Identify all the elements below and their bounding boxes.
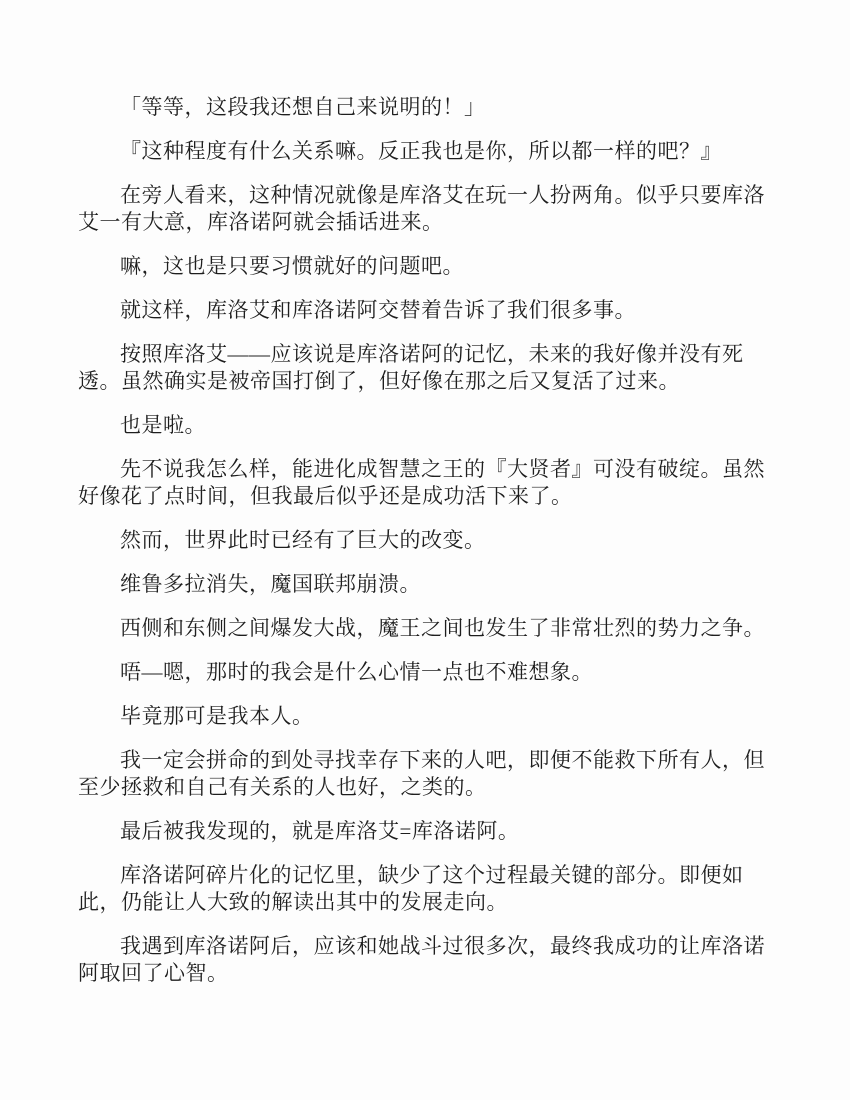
paragraph: 在旁人看来，这种情况就像是库洛艾在玩一人扮两角。似乎只要库洛艾一有大意，库洛诺阿就会插话进来。 <box>78 183 765 234</box>
paragraph: 『这种程度有什么关系嘛。反正我也是你，所以都一样的吧？』 <box>120 139 722 163</box>
text-body <box>78 94 770 987</box>
paragraph: 也是啦。 <box>120 413 206 437</box>
paragraph: 按照库洛艾——应该说是库洛诺阿的记忆，未来的我好像并没有死透。虽然确实是被帝国打倒了，但好像在那之后又复活了过来。 <box>78 342 744 393</box>
paragraph: 维鲁多拉消失，魔国联邦崩溃。 <box>120 572 421 596</box>
paragraph: 毕竟那可是我本人。 <box>120 704 314 728</box>
paragraph: 库洛诺阿碎片化的记忆里，缺少了这个过程最关键的部分。即便如此，仍能让人大致的解读出其中的发展走向。 <box>78 863 744 914</box>
paragraph: 最后被我发现的，就是库洛艾=库洛诺阿。 <box>120 819 520 843</box>
paragraph: 嘛，这也是只要习惯就好的问题吧。 <box>120 254 464 278</box>
paragraph: 西侧和东侧之间爆发大战，魔王之间也发生了非常壮烈的势力之争。 <box>120 616 765 640</box>
paragraph: 唔—嗯，那时的我会是什么心情一点也不难想象。 <box>120 660 593 684</box>
paragraph: 先不说我怎么样，能进化成智慧之王的『大贤者』可没有破绽。虽然好像花了点时间，但我最后似乎还是成功活下来了。 <box>78 457 765 508</box>
paragraph: 我一定会拼命的到处寻找幸存下来的人吧，即便不能救下所有人，但至少拯救和自己有关系的人也好，之类的。 <box>78 748 765 799</box>
paragraph: 就这样，库洛艾和库洛诺阿交替着告诉了我们很多事。 <box>120 298 636 322</box>
paragraph: 然而，世界此时已经有了巨大的改变。 <box>120 528 486 552</box>
paragraph: 「等等，这段我还想自己来说明的！」 <box>120 95 486 119</box>
paragraph: 我遇到库洛诺阿后，应该和她战斗过很多次，最终我成功的让库洛诺阿取回了心智。 <box>78 934 765 985</box>
